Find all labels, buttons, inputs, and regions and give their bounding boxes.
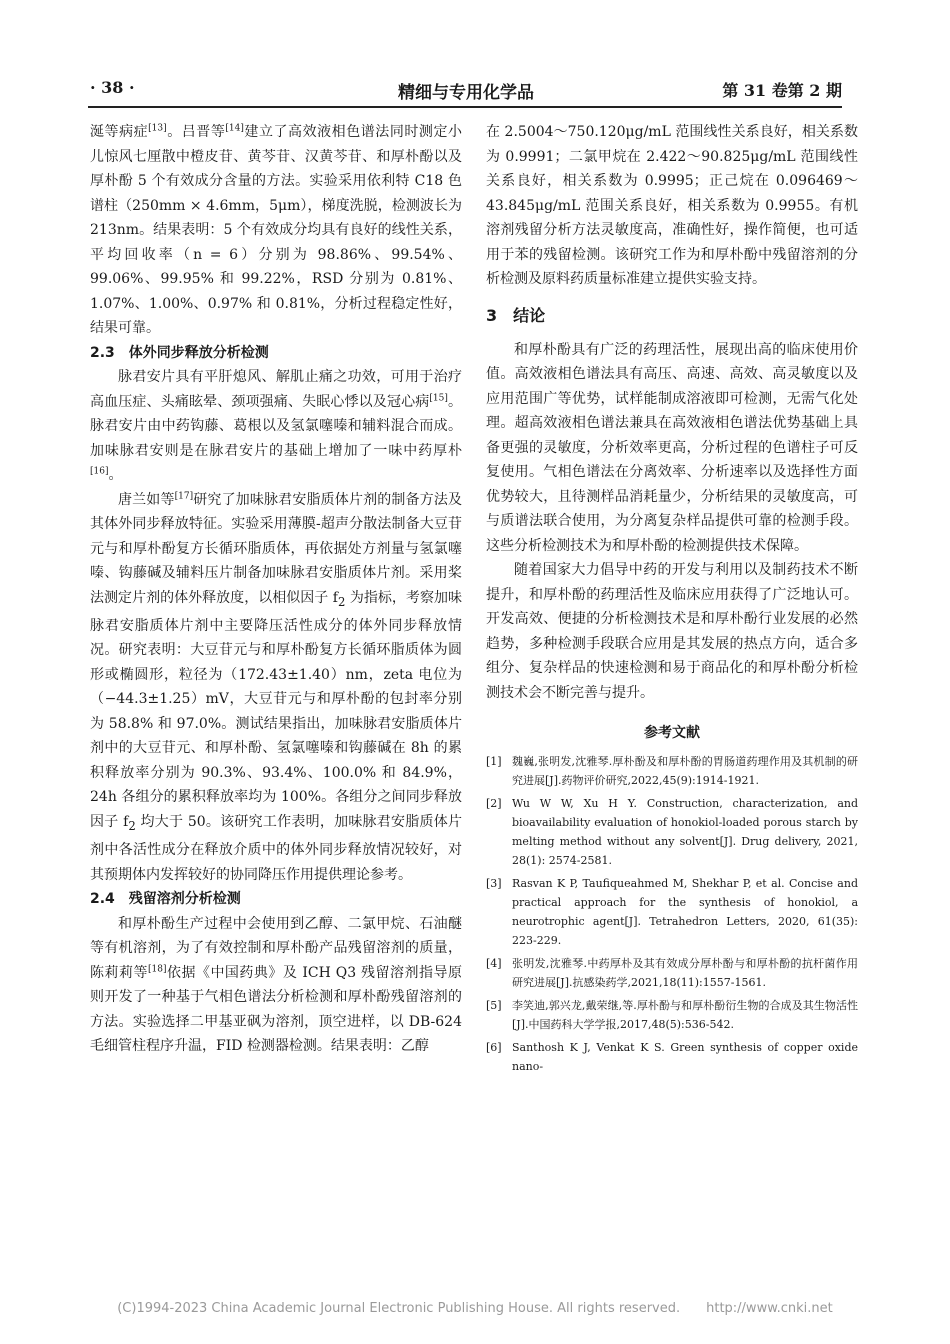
citation[interactable]: [16] [90,466,109,477]
reference-item[interactable]: [2] Wu W W, Xu H Y. Construction, characterization, and bioavailability evaluation of honokiol-loaded porous starch by melting method without any solvent[J]. Drug delivery, 2021, 28(1): 2574-2581. [486,796,858,867]
reference-list [486,752,858,1076]
citation[interactable]: [15] [429,392,448,403]
right-column [486,120,858,1080]
left-column [90,120,462,1059]
reference-item[interactable]: [5] 李笑迪,郭兴龙,戴荣继,等.厚朴酚与和厚朴酚衍生物的合成及其生物活性[J].中国药科大学学报,2017,48(5):536-542. [486,998,858,1031]
paragraph-tang-lanru: 唐兰如等[17]研究了加味脉君安脂质体片剂的制备方法及其体外同步释放特征。实验采用薄膜-超声分散法制备大豆苷元与和厚朴酚复方长循环脂质体，再依据处方剂量与氢氯噻嗪、钩藤碱及辅料压片制备加味脉君安脂质体片剂。采用桨法测定片剂的体外释放度，以相似因子 $f_2$ 为指标，考察加味脉君安脂质体片剂中主要降压活性成分的体外同步释放情况。研究表明：大豆苷元与和厚朴酚复方长循环脂质体为圆形或椭圆形，粒径为（172.43±1.40）nm，zeta 电位为（−44.3±1.25）mV，大豆苷元与和厚朴酚的包封率分别为 58.8% 和 97.0%。测试结果指出，加味脉君安脂质体片剂中的大豆苷元、和厚朴酚、氢氯噻嗪和钩藤碱在 8h 的累积释放率分别为 90.3%、93.4%、100.0% 和 84.9%，24h 各组分的累积释放率均为 100%。各组分之间同步释放因子 $f_2$ 均大于 50。该研究工作表明，加味脉君安脂质体片剂中各活性成分在释放介质中的体外同步释放情况较好，对其预期体内发挥较好的协同降压作用提供理论参考。 [90,490,463,883]
citation[interactable]: [14] [225,123,244,134]
citation[interactable]: [17] [174,490,194,501]
subscript: 2 [337,594,346,609]
citation[interactable]: [18] [147,963,167,974]
reference-item[interactable]: [6] Santhosh K J, Venkat K S. Green synthesis of copper oxide nano- [486,1040,858,1073]
section-heading-3: 3 结论 [486,305,546,325]
references-heading: 参考文献 [644,725,700,741]
section-heading-2-4: 2.4 残留溶剂分析检测 [90,891,241,908]
page-number: · 38 · [90,78,135,97]
copyright-footer: (C)1994-2023 China Academic Journal Electronic Publishing House. All rights reserved. http://www.cnki.net [117,1301,833,1316]
journal-title: 精细与专用化学品 [398,83,534,103]
conclusion-paragraph-2: 随着国家大力倡导中药的开发与利用以及制药技术不断提升，和厚朴酚的药理活性及临床应用获得了广泛地认可。开发高效、便捷的分析检测技术是和厚朴酚行业发展的必然趋势，多种检测手段联合应用是其发展的热点方向，适合多组分、复杂样品的快速检测和易于商品化的和厚朴酚分析检测技术会不断完善与提升。 [486,562,858,701]
paragraph-residual-solvent: 和厚朴酚生产过程中会使用到乙醇、二氯甲烷、石油醚等有机溶剂，为了有效控制和厚朴酚产品残留溶剂的质量，陈莉莉等[18]依据《中国药典》及 ICH Q3 残留溶剂指导原则开发了一种基于气相色谱法分析检测和厚朴酚残留溶剂的方法。实验选择二甲基亚砜为溶剂，顶空进样，以 DB-624 毛细管柱程序升温，FID 检测器检测。结果表明：乙醇 [90,915,463,1055]
paragraph-continued: 在 2.5004～750.120μg/mL 范围线性关系良好，相关系数为 0.9991；二氯甲烷在 2.422～90.825μg/mL 范围线性关系良好，相关系数为 0.9995；正己烷在 0.096469～43.845μg/mL 范围关系良好，相关系数为 0.9955。有机溶剂残留分析方法灵敏度高，准确性好，操作简便，也可适用于苯的残留检测。该研究工作为和厚朴酚中残留溶剂的分析检测及原料药质量标准建立提供实验支持。 [486,124,858,287]
reference-item[interactable]: [3] Rasvan K P, Taufiqueahmed M, Shekhar P, et al. Concise and practical approach for the synthesis of honokiol, a neurotrophic agent[J]. Tetrahedron Letters, 2020, 61(35): 223-229. [486,876,858,947]
reference-item[interactable]: [1] 魏巍,张明发,沈雅琴.厚朴酚及和厚朴酚的胃肠道药理作用及其机制的研究进展[J].药物评价研究,2022,45(9):1914-1921. [486,754,858,787]
subscript: 2 [128,818,136,833]
running-header [90,76,842,104]
citation[interactable]: [13] [148,123,167,134]
reference-item[interactable]: [4] 张明发,沈雅琴.中药厚朴及其有效成分厚朴酚与和厚朴酚的抗杆菌作用研究进展[J].抗感染药学,2021,18(11):1557-1561. [486,956,858,989]
paragraph-lv-jin: 涎等病症[13]。吕晋等[14]建立了高效液相色谱法同时测定小儿惊风七厘散中橙皮苷、黄芩苷、汉黄芩苷、和厚朴酚以及厚朴酚 5 个有效成分含量的方法。实验采用依利特 C18 色谱柱（250mm × 4.6mm，5μm），梯度洗脱，检测波长为 213nm。结果表明：5 个有效成分均具有良好的线性关系，平均回收率（n = 6）分别为 98.86%、99.54%、99.06%、99.95% 和 99.22%，RSD 分别为 0.81%、1.07%、1.00%、0.97% 和 0.81%，分析过程稳定性好，结果可靠。 [90,123,463,336]
header-rule [88,106,842,108]
volume-issue: 第 31 卷第 2 期 [722,81,842,100]
paragraph-maijunan: 脉君安片具有平肝熄风、解肌止痛之功效，可用于治疗高血压症、头痛眩晕、颈项强痛、失眠心悸以及冠心病[15]。脉君安片由中药钩藤、葛根以及氢氯噻嗪和辅料混合而成。加味脉君安则是在脉君安片的基础上增加了一味中药厚朴[16]。 [90,369,462,483]
section-heading-2-3: 2.3 体外同步释放分析检测 [90,344,269,361]
conclusion-paragraph-1: 和厚朴酚具有广泛的药理活性，展现出高的临床使用价值。高效液相色谱法具有高压、高速、高效、高灵敏度以及应用范围广等优势，试样能制成溶液即可检测，无需气化处理。超高效液相色谱法兼具在高效液相色谱法优势基础上具备更强的灵敏度，分析效率更高，分析过程的色谱柱子可反复使用。气相色谱法在分离效率、分析速率以及选择性方面优势较大，且待测样品消耗量少，分析结果的灵敏度高，可与质谱法联合使用，为分离复杂样品提供可靠的检测手段。这些分析检测技术为和厚朴酚的检测提供技术保障。 [486,341,858,554]
